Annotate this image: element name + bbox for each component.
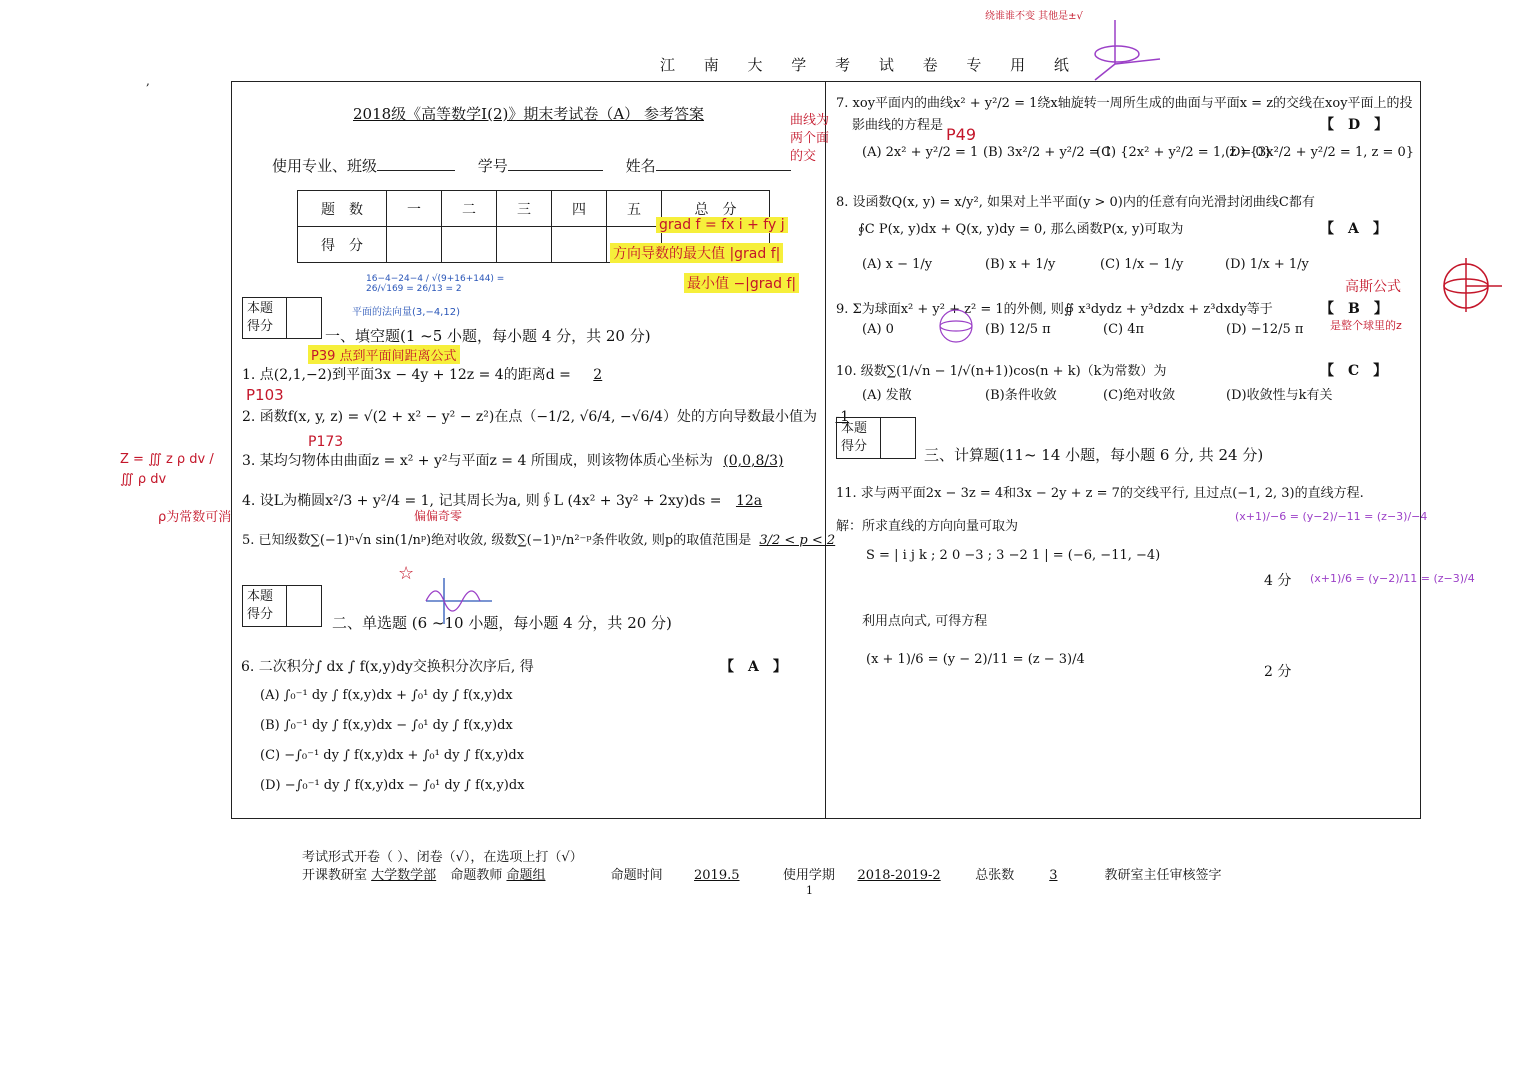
note-sphere: 是整个球里的z [1330,319,1402,332]
q9-option-c: (C) 4π [1103,322,1145,337]
info-id-label: 学号 [477,157,508,175]
info-name-label: 姓名 [625,157,656,175]
footer-term: 2018-2019-2 [857,868,941,883]
solution-equation: (x + 1)/6 = (y − 2)/11 = (z − 3)/4 [866,652,1085,667]
axes-sketch-icon [1075,14,1165,84]
answer-9: 【 B 】 [1320,301,1388,317]
score-header-cell: 四 [552,191,607,227]
score-cell [387,227,442,263]
answer-6: 【 A 】 [720,659,787,675]
note-distance-calc: 16−4−24−4 / √(9+16+144) = 26/√169 = 26/13 = 2 [366,274,505,294]
answer-8: 【 A 】 [1320,221,1387,237]
q6-option-c: (C) −∫₀⁻¹ dy ∫ f(x,y)dx + ∫₀¹ dy ∫ f(x,y)dx [260,748,525,763]
question-9: 9. Σ为球面x² + y² + z² = 1的外侧, 则∯ x³dydz + y³dzdx + z³dxdy等于 [836,302,1273,317]
q8-option-c: (C) 1/x − 1/y [1100,257,1184,272]
answer-4: 12a [735,493,763,509]
question-11: 11. 求与两平面2x − 3z = 4和3x − 2y + z = 7的交线平行, 且过点(−1, 2, 3)的直线方程. [836,486,1364,501]
answer-1: 2 [593,367,603,383]
question-2: 2. 函数f(x, y, z) = √(2 + x² − y² − z²)在点（−1/2, √6/4, −√6/4）处的方向导数最小值为 -1 [242,406,855,426]
q8-option-d: (D) 1/x + 1/y [1225,257,1309,272]
q7-option-d: (D) {3x²/2 + y²/2 = 1, z = 0} [1225,145,1415,160]
q10-option-d: (D)收敛性与k有关 [1226,388,1333,403]
note-dir-min: 最小值 −|grad f| [684,273,799,293]
note-symmetry: 偏偏奇零 [414,509,463,523]
q7-option-a: (A) 2x² + y²/2 = 1 [862,145,979,160]
score-row-label: 得 分 [298,227,387,263]
student-info-line [272,155,809,176]
score-cell [552,227,607,263]
score-4: 4 分 [1264,573,1292,589]
note-line-eq-b: (x+1)/6 = (y−2)/11 = (z−3)/4 [1310,572,1475,585]
university-header: 江 南 大 学 考 试 卷 专 用 纸 [660,56,1081,74]
q6-option-d: (D) −∫₀⁻¹ dy ∫ f(x,y)dx − ∫₀¹ dy ∫ f(x,y)dx [260,778,525,793]
note-curve-intersection: 曲线为两个面的交 [790,113,830,164]
score-header-cell: 总 分 [662,191,770,227]
info-name-blank [656,170,791,171]
note-gauss: 高斯公式 [1345,279,1401,295]
info-major-label: 使用专业、班级 [272,157,378,175]
question-1: 1. 点(2,1,−2)到平面3x − 4y + 12z = 4的距离d = 2 [242,364,612,384]
section3-heading: 三、计算题(11~ 14 小题，每小题 6 分, 共 24 分) [924,446,1264,464]
footer-sheets: 3 [1049,868,1058,883]
info-major-blank [377,170,455,171]
question-8: 8. 设函数Q(x, y) = x/y², 如果对上半平面(y > 0)内的任意有向光滑封闭曲线C都有 [836,195,1315,210]
score-header-cell: 题 数 [298,191,387,227]
section1-heading: 一、填空题(1 ~5 小题，每小题 4 分，共 20 分) [325,327,651,345]
solution-point-form: 利用点向式, 可得方程 [862,614,988,629]
question-3: 3. 某均匀物体由曲面z = x² + y²与平面z = 4 所围成，则该物体质心坐标为 (0,0,8/3) [242,453,784,469]
note-rho-constant: ρ为常数可消 [158,510,232,525]
footer-dept: 大学数学部 [371,868,437,883]
note-line-eq-a: (x+1)/−6 = (y−2)/−11 = (z−3)/−4 [1235,510,1428,523]
q10-option-b: (B)条件收敛 [985,388,1057,403]
score-2: 2 分 [1264,664,1292,680]
note-plane-normal: 平面的法向量(3,−4,12) [352,307,460,318]
sphere-sketch-icon [1436,254,1506,314]
solution-vector: S = | i j k ; 2 0 −3 ; 3 −2 1 | = (−6, −11, −4) [866,548,1161,563]
footer-time: 2019.5 [694,868,740,883]
score-cell [497,227,552,263]
score-header-cell: 三 [497,191,552,227]
note-dir-max: 方向导数的最大值 |grad f| [610,243,783,263]
solution-intro: 解：所求直线的方向向量可取为 [836,519,1019,534]
section2-score-box: 本题 得分 [242,585,322,627]
answer-5: 3/2 < p < 2 [759,533,836,548]
q10-option-c: (C)绝对收敛 [1103,388,1176,403]
page-number: 1 [806,884,813,897]
score-header-cell: 一 [387,191,442,227]
q8-option-a: (A) x − 1/y [862,257,933,272]
score-header-cell: 二 [442,191,497,227]
answer-10: 【 C 】 [1320,363,1388,379]
note-p49: P49 [946,125,977,144]
score-header-cell: 五 [607,191,662,227]
sine-sketch-icon [424,576,494,626]
q6-option-a: (A) ∫₀⁻¹ dy ∫ f(x,y)dx + ∫₀¹ dy ∫ f(x,y)dx [260,688,513,703]
section3-score-box: 本题 得分 [836,417,916,459]
sphere-sketch-icon [928,306,988,346]
note-centroid: Z = ∭ z ρ dv / ∭ ρ dv [120,452,214,487]
q9-option-d: (D) −12/5 π [1226,322,1304,337]
q9-option-a: (A) 0 [862,322,894,337]
section2-heading: 二、单选题 (6 ~10 小题，每小题 4 分，共 20 分) [332,614,672,632]
column-divider [825,81,826,819]
footer-teacher: 命题组 [506,868,546,883]
q7-option-c: (C) {2x² + y²/2 = 1, z = 0} [1096,145,1272,160]
info-id-blank [508,170,603,171]
q7-option-b: (B) 3x²/2 + y²/2 = 1 [983,145,1113,160]
exam-title: 2018级《高等数学Ⅰ(2)》期末考试卷（A） 参考答案 [353,105,704,123]
answer-7: 【 D 】 [1320,117,1389,133]
answer-2: -1 [835,409,850,425]
note-rotation-rule: 绕谁谁不变 其他是±√ [985,11,1083,22]
answer-3: (0,0,8/3) [723,453,784,469]
note-p39-distance: P39 点到平面间距离公式 [308,345,460,364]
q6-option-b: (B) ∫₀⁻¹ dy ∫ f(x,y)dx − ∫₀¹ dy ∫ f(x,y)dx [260,718,513,733]
section1-score-box: 本题 得分 [242,297,322,339]
q10-option-a: (A) 发散 [862,388,912,403]
q8-option-b: (B) x + 1/y [985,257,1056,272]
score-cell [442,227,497,263]
question-4: 4. 设L为椭圆x²/3 + y²/4 = 1, 记其周长为a, 则∮L (4x² + 3y² + 2xy)ds = 12a [242,490,768,510]
question-5: 5. 已知级数∑(−1)ⁿ√n sin(1/nᵖ)绝对收敛, 级数∑(−1)ⁿ/n²⁻ᵖ条件收敛, 则p的取值范围是 3/2 < p < 2 [242,533,836,548]
question-8-line2: ∮C P(x, y)dx + Q(x, y)dy = 0, 那么函数P(x, y)可取为 [858,222,1184,237]
note-p103: P103 [246,386,284,404]
question-7: 7. xoy平面内的曲线x² + y²/2 = 1绕x轴旋转一周所生成的曲面与平面x = z的交线在xoy平面上的投 [836,96,1413,111]
comma-mark: , [146,74,150,88]
note-p173: P173 [308,434,344,450]
note-gradient: grad f = fx i + fy j [656,217,788,233]
star-icon: ☆ [398,563,415,584]
q9-option-b: (B) 12/5 π [985,322,1051,337]
question-7-line2: 影曲线的方程是 [852,118,944,133]
footer-exam-form: 考试形式开卷（ ）、闭卷（√），在选项上打（√） [302,850,583,865]
question-6: 6. 二次积分∫ dx ∫ f(x,y)dy交换积分次序后, 得 [241,659,534,675]
question-10: 10. 级数∑(1/√n − 1/√(n+1))cos(n + k)（k为常数）为 [836,364,1167,379]
footer-meta-line: 开课教研室 大学数学部 命题教师 命题组 命题时间 2019.5 使用学期 2018-2019-2 总张数 3 教研室主任审核签字 [302,864,1222,883]
